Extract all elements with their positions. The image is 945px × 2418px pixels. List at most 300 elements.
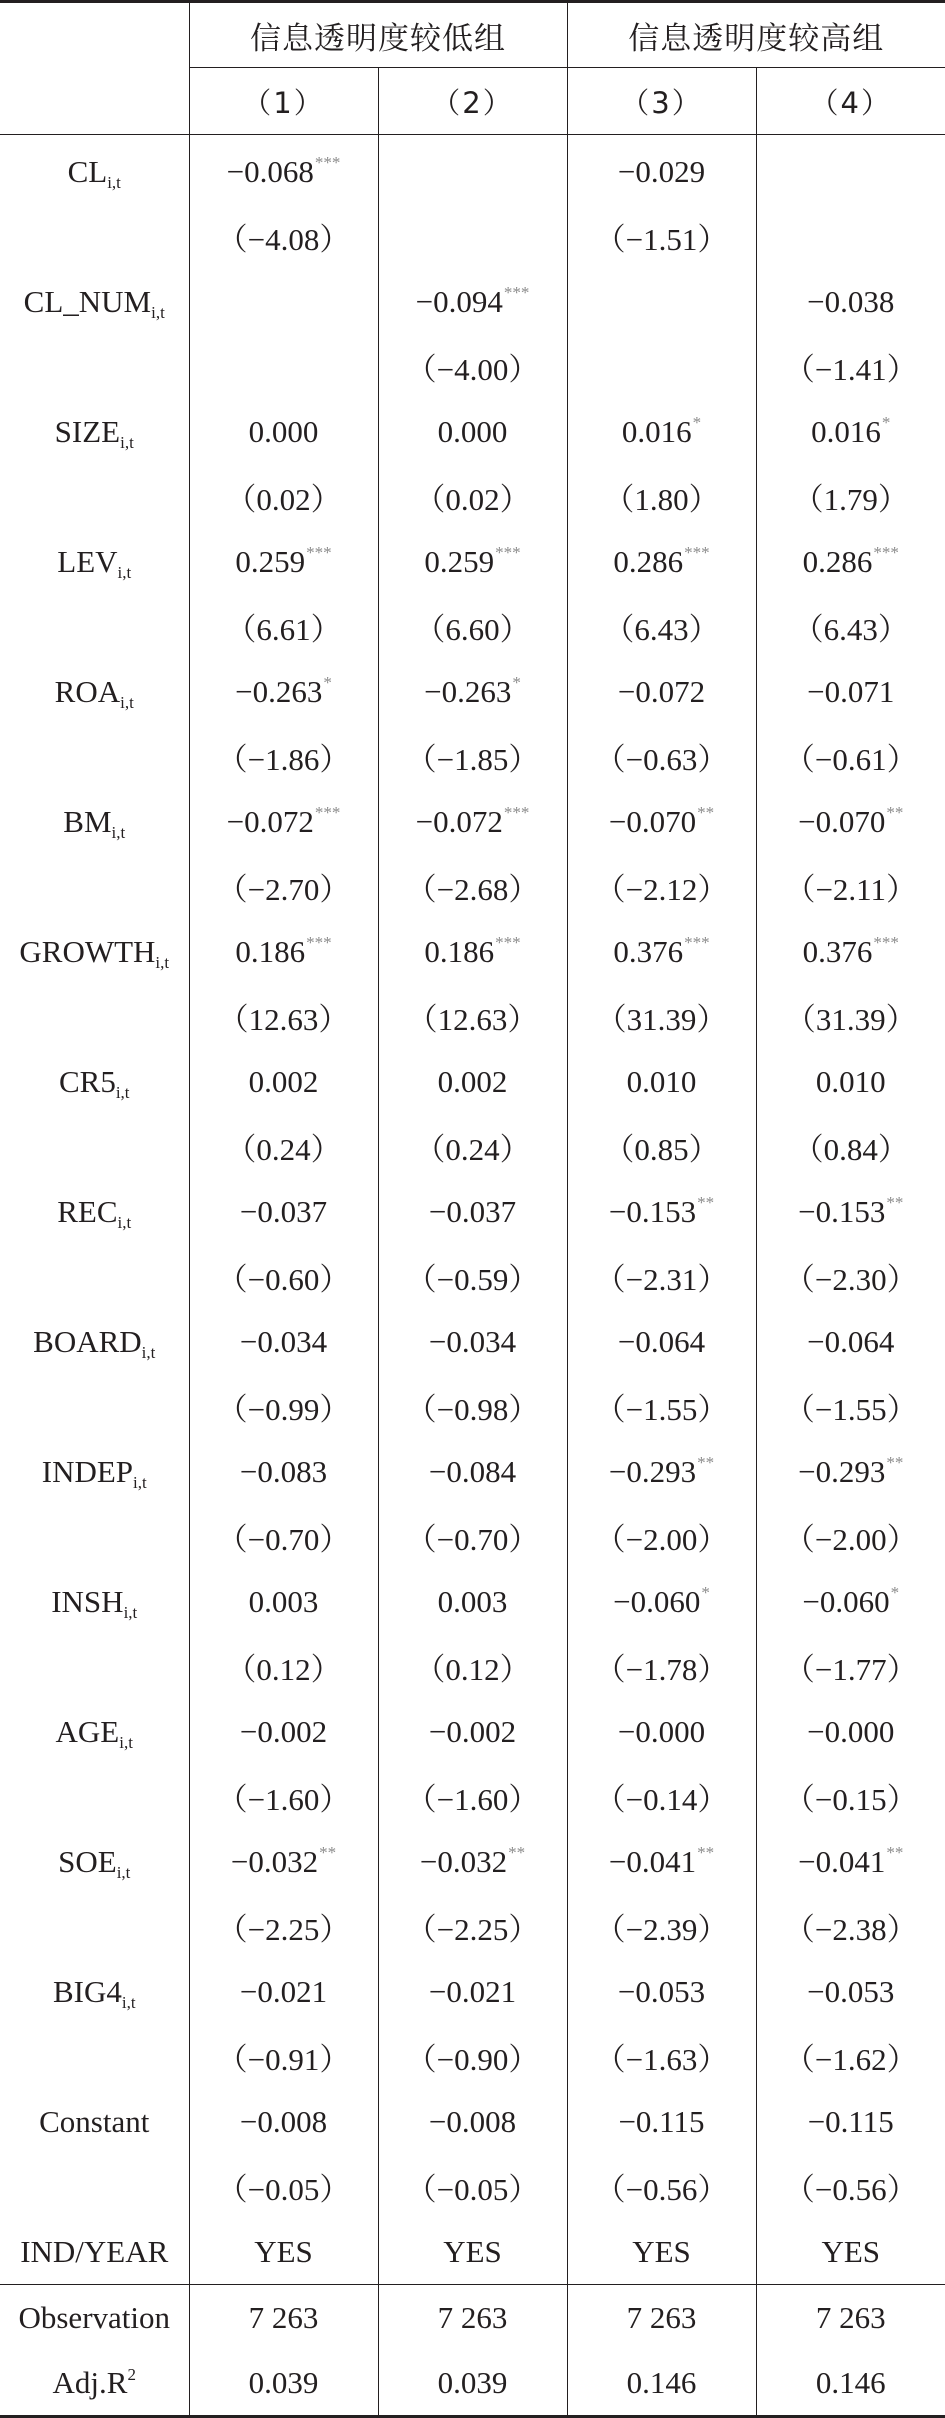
t-statistic-value: （6.43） bbox=[792, 612, 909, 647]
variable-name bbox=[0, 399, 189, 464]
t-statistic-cell bbox=[567, 984, 756, 1049]
coefficient-cell bbox=[756, 1699, 945, 1764]
variable-name bbox=[0, 919, 189, 984]
t-statistic-cell bbox=[378, 984, 567, 1049]
coefficient-cell bbox=[567, 1179, 756, 1244]
table-header bbox=[0, 2, 945, 135]
t-statistic-value: （−1.63） bbox=[594, 2042, 729, 2077]
t-statistic-value: （−2.30） bbox=[783, 1262, 918, 1297]
t-statistic-cell bbox=[189, 984, 378, 1049]
table-row bbox=[0, 269, 945, 334]
coefficient-cell bbox=[378, 659, 567, 724]
table-row bbox=[0, 135, 945, 205]
table-row-tstat bbox=[0, 724, 945, 789]
empty-cell bbox=[0, 2154, 189, 2219]
coefficient-cell bbox=[378, 789, 567, 854]
significance-stars: *** bbox=[503, 282, 530, 302]
coefficient-cell bbox=[378, 919, 567, 984]
variable-subscript: i,t bbox=[120, 432, 134, 452]
t-statistic-value: （0.24） bbox=[414, 1132, 531, 1167]
t-statistic-cell bbox=[378, 2024, 567, 2089]
coefficient-value: −0.263 bbox=[235, 673, 323, 709]
table-row bbox=[0, 1959, 945, 2024]
table-row bbox=[0, 2089, 945, 2154]
column-header-2: （2） bbox=[378, 68, 567, 135]
t-statistic-value: （−1.60） bbox=[216, 1782, 351, 1817]
coefficient-value: −0.153 bbox=[608, 1193, 697, 1229]
coefficient-cell bbox=[567, 399, 756, 464]
t-statistic-value: （−0.15） bbox=[783, 1782, 918, 1817]
coefficient-value: −0.034 bbox=[428, 1323, 517, 1359]
footer-value: 7 263 bbox=[567, 2285, 756, 2351]
table-row-tstat bbox=[0, 594, 945, 659]
t-statistic-value: （−0.60） bbox=[216, 1262, 351, 1297]
t-statistic-cell bbox=[378, 1374, 567, 1439]
variable-label: LEV bbox=[57, 543, 118, 579]
table-row-tstat bbox=[0, 1634, 945, 1699]
t-statistic-value: （−0.70） bbox=[216, 1522, 351, 1557]
t-statistic-value: （0.84） bbox=[792, 1132, 909, 1167]
coefficient-cell bbox=[756, 1829, 945, 1894]
empty-cell bbox=[0, 1894, 189, 1959]
significance-stars: * bbox=[701, 1582, 710, 1602]
variable-label: CL_NUM bbox=[23, 283, 152, 319]
coefficient-value: −0.037 bbox=[239, 1193, 328, 1229]
coefficient-cell bbox=[567, 135, 756, 205]
significance-stars: * bbox=[512, 672, 521, 692]
variable-subscript: i,t bbox=[151, 302, 165, 322]
footer-value: 7 263 bbox=[189, 2285, 378, 2351]
t-statistic-value: （0.02） bbox=[414, 482, 531, 517]
t-statistic-value: （−0.61） bbox=[783, 742, 918, 777]
variable-label: BOARD bbox=[33, 1323, 142, 1359]
coefficient-value: 0.000 bbox=[437, 413, 508, 449]
coefficient-value: −0.000 bbox=[807, 1713, 895, 1749]
footer-label bbox=[0, 2219, 189, 2285]
footer-value: 0.039 bbox=[378, 2350, 567, 2417]
coefficient-value: −0.293 bbox=[798, 1453, 886, 1489]
footer-row-adjr2 bbox=[0, 2350, 945, 2417]
coefficient-cell bbox=[378, 2089, 567, 2154]
coefficient-value: −0.002 bbox=[239, 1713, 328, 1749]
significance-stars: ** bbox=[697, 1452, 715, 1472]
coefficient-value: −0.083 bbox=[239, 1453, 328, 1489]
t-statistic-cell bbox=[378, 1764, 567, 1829]
coefficient-value: −0.041 bbox=[608, 1843, 697, 1879]
t-statistic-cell bbox=[756, 854, 945, 919]
coefficient-value: 0.010 bbox=[815, 1063, 886, 1099]
variable-name bbox=[0, 2089, 189, 2154]
t-statistic-cell bbox=[756, 594, 945, 659]
footer-label-text: Adj.R bbox=[52, 2364, 128, 2400]
coefficient-value: −0.021 bbox=[428, 1973, 517, 2009]
t-statistic-cell bbox=[378, 334, 567, 399]
t-statistic-value: （−2.68） bbox=[405, 872, 540, 907]
coefficient-value: 0.010 bbox=[626, 1063, 697, 1099]
coefficient-cell bbox=[378, 529, 567, 594]
t-statistic-cell bbox=[189, 1374, 378, 1439]
t-statistic-cell bbox=[189, 1244, 378, 1309]
coefficient-value: −0.041 bbox=[798, 1843, 886, 1879]
coefficient-cell bbox=[756, 1439, 945, 1504]
t-statistic-value: （−2.25） bbox=[216, 1912, 351, 1947]
table-row-tstat bbox=[0, 464, 945, 529]
table-row-tstat bbox=[0, 1374, 945, 1439]
column-header-3: （3） bbox=[567, 68, 756, 135]
t-statistic-value: （−0.63） bbox=[594, 742, 729, 777]
t-statistic-cell bbox=[567, 2154, 756, 2219]
variable-name bbox=[0, 529, 189, 594]
t-statistic-cell bbox=[189, 1114, 378, 1179]
significance-stars: *** bbox=[873, 542, 899, 562]
empty-cell bbox=[0, 594, 189, 659]
t-statistic-cell bbox=[189, 1764, 378, 1829]
t-statistic-cell bbox=[567, 204, 756, 269]
coefficient-value: −0.072 bbox=[617, 673, 706, 709]
significance-stars: * bbox=[881, 412, 891, 432]
coefficient-value: −0.029 bbox=[617, 153, 706, 189]
t-statistic-cell bbox=[567, 1374, 756, 1439]
significance-stars: ** bbox=[886, 802, 904, 822]
t-statistic-cell bbox=[189, 1504, 378, 1569]
variable-name bbox=[0, 269, 189, 334]
t-statistic-cell bbox=[189, 2154, 378, 2219]
t-statistic-value: （−0.99） bbox=[216, 1392, 351, 1427]
coefficient-value: −0.115 bbox=[618, 2103, 705, 2139]
group-header-high-transparency: 信息透明度较高组 bbox=[567, 2, 945, 68]
t-statistic-value: （−0.56） bbox=[783, 2172, 918, 2207]
coefficient-cell bbox=[378, 1569, 567, 1634]
coefficient-cell bbox=[756, 269, 945, 334]
t-statistic-value: （−2.70） bbox=[216, 872, 351, 907]
coefficient-value: −0.070 bbox=[798, 803, 886, 839]
variable-name bbox=[0, 1179, 189, 1244]
coefficient-value: 0.286 bbox=[802, 543, 873, 579]
coefficient-cell bbox=[756, 1569, 945, 1634]
t-statistic-cell bbox=[756, 984, 945, 1049]
table-row bbox=[0, 1309, 945, 1374]
coefficient-value: −0.053 bbox=[617, 1973, 706, 2009]
footer-value: YES bbox=[189, 2219, 378, 2285]
variable-name bbox=[0, 1049, 189, 1114]
coefficient-value: −0.293 bbox=[608, 1453, 697, 1489]
table-row-tstat bbox=[0, 1504, 945, 1569]
coefficient-cell bbox=[567, 1309, 756, 1374]
t-statistic-value: （−4.08） bbox=[216, 222, 351, 257]
coefficient-value: −0.153 bbox=[798, 1193, 886, 1229]
t-statistic-cell bbox=[189, 854, 378, 919]
coefficient-cell bbox=[189, 529, 378, 594]
variable-label: INSH bbox=[51, 1583, 124, 1619]
t-statistic-value: （−1.86） bbox=[216, 742, 351, 777]
table-row-tstat bbox=[0, 1244, 945, 1309]
variable-subscript: i,t bbox=[115, 1082, 130, 1102]
coefficient-cell bbox=[567, 1829, 756, 1894]
coefficient-cell bbox=[378, 1439, 567, 1504]
coefficient-value: −0.008 bbox=[239, 2103, 328, 2139]
significance-stars: ** bbox=[886, 1452, 904, 1472]
variable-label: AGE bbox=[55, 1713, 120, 1749]
coefficient-cell bbox=[756, 529, 945, 594]
variable-name bbox=[0, 1959, 189, 2024]
t-statistic-value: （−2.31） bbox=[594, 1262, 729, 1297]
empty-cell bbox=[0, 1504, 189, 1569]
variable-label: CR5 bbox=[58, 1063, 116, 1099]
variable-label: ROA bbox=[54, 673, 121, 709]
t-statistic-cell bbox=[756, 2154, 945, 2219]
significance-stars: * bbox=[323, 672, 332, 692]
t-statistic-value: （−2.38） bbox=[783, 1912, 918, 1947]
table-row-tstat bbox=[0, 334, 945, 399]
table-row bbox=[0, 919, 945, 984]
empty-cell bbox=[0, 1764, 189, 1829]
footer-value: YES bbox=[821, 2233, 881, 2269]
table-row bbox=[0, 1439, 945, 1504]
coefficient-cell bbox=[567, 919, 756, 984]
column-header-1: （1） bbox=[189, 68, 378, 135]
t-statistic-value: （−0.56） bbox=[594, 2172, 729, 2207]
t-statistic-value: （−2.25） bbox=[405, 1912, 540, 1947]
coefficient-value: 0.003 bbox=[437, 1583, 508, 1619]
coefficient-value: 0.000 bbox=[248, 413, 319, 449]
t-statistic-value: （−1.77） bbox=[783, 1652, 918, 1687]
t-statistic-cell bbox=[756, 724, 945, 789]
coefficient-value: −0.021 bbox=[239, 1973, 328, 2009]
significance-stars: ** bbox=[697, 1842, 715, 1862]
t-statistic-value: （31.39） bbox=[595, 1002, 728, 1037]
coefficient-cell bbox=[567, 789, 756, 854]
coefficient-value: −0.064 bbox=[617, 1323, 706, 1359]
t-statistic-value: （6.43） bbox=[603, 612, 720, 647]
variable-label: Constant bbox=[39, 2103, 150, 2139]
variable-label: BIG4 bbox=[52, 1973, 122, 2009]
t-statistic-cell bbox=[189, 204, 378, 269]
t-statistic-value: （−1.60） bbox=[405, 1782, 540, 1817]
coefficient-value: 0.016 bbox=[621, 413, 692, 449]
variable-label: SOE bbox=[58, 1843, 117, 1879]
coefficient-cell bbox=[567, 1699, 756, 1764]
t-statistic-cell bbox=[756, 1634, 945, 1699]
coefficient-cell bbox=[189, 1049, 378, 1114]
t-statistic-cell bbox=[756, 204, 945, 269]
table-row-tstat bbox=[0, 854, 945, 919]
coefficient-cell bbox=[189, 1699, 378, 1764]
t-statistic-cell bbox=[378, 724, 567, 789]
significance-stars: *** bbox=[495, 542, 521, 562]
t-statistic-value: （−0.91） bbox=[216, 2042, 351, 2077]
coefficient-cell bbox=[378, 1829, 567, 1894]
t-statistic-cell bbox=[378, 1634, 567, 1699]
t-statistic-cell bbox=[189, 724, 378, 789]
table-row bbox=[0, 1829, 945, 1894]
coefficient-value: 0.002 bbox=[248, 1063, 319, 1099]
table-row bbox=[0, 659, 945, 724]
coefficient-value: 0.259 bbox=[424, 543, 495, 579]
variable-subscript: i,t bbox=[116, 1862, 131, 1882]
t-statistic-cell bbox=[189, 464, 378, 529]
coefficient-cell bbox=[756, 1049, 945, 1114]
table-row-tstat bbox=[0, 204, 945, 269]
t-statistic-cell bbox=[756, 1504, 945, 1569]
coefficient-cell bbox=[189, 659, 378, 724]
coefficient-value: 0.376 bbox=[802, 933, 873, 969]
t-statistic-cell bbox=[567, 464, 756, 529]
empty-cell bbox=[0, 334, 189, 399]
variable-subscript: i,t bbox=[117, 562, 132, 582]
t-statistic-value: （0.24） bbox=[225, 1132, 342, 1167]
variable-name bbox=[0, 659, 189, 724]
table-row bbox=[0, 1049, 945, 1114]
coefficient-value: −0.071 bbox=[807, 673, 895, 709]
t-statistic-cell bbox=[378, 204, 567, 269]
significance-stars: ** bbox=[697, 1192, 715, 1212]
table-row bbox=[0, 529, 945, 594]
coefficient-value: −0.000 bbox=[617, 1713, 706, 1749]
coefficient-cell bbox=[189, 1439, 378, 1504]
empty-cell bbox=[0, 984, 189, 1049]
t-statistic-cell bbox=[189, 594, 378, 659]
footer-value: 7 263 bbox=[756, 2285, 945, 2351]
coefficient-cell bbox=[189, 269, 378, 334]
coefficient-value: 0.002 bbox=[437, 1063, 508, 1099]
t-statistic-cell bbox=[756, 1894, 945, 1959]
footer-label-text: Observation bbox=[18, 2299, 171, 2335]
empty-cell bbox=[0, 1114, 189, 1179]
footer-label-text: IND/YEAR bbox=[20, 2233, 169, 2269]
t-statistic-value: （−0.98） bbox=[405, 1392, 540, 1427]
coefficient-value: −0.072 bbox=[415, 803, 503, 839]
coefficient-value: −0.060 bbox=[802, 1583, 890, 1619]
coefficient-value: 0.376 bbox=[613, 933, 684, 969]
significance-stars: ** bbox=[886, 1842, 904, 1862]
t-statistic-value: （−2.12） bbox=[594, 872, 729, 907]
coefficient-cell bbox=[189, 1309, 378, 1374]
significance-stars: *** bbox=[314, 802, 341, 822]
significance-stars: *** bbox=[684, 932, 710, 952]
t-statistic-cell bbox=[189, 2024, 378, 2089]
t-statistic-cell bbox=[567, 1244, 756, 1309]
t-statistic-value: （−0.05） bbox=[216, 2172, 351, 2207]
coefficient-cell bbox=[189, 919, 378, 984]
variable-subscript: i,t bbox=[133, 1472, 147, 1492]
table-row-tstat bbox=[0, 2024, 945, 2089]
t-statistic-value: （0.12） bbox=[414, 1652, 531, 1687]
header-corner-cell bbox=[0, 2, 189, 68]
coefficient-cell bbox=[567, 269, 756, 334]
coefficient-value: −0.094 bbox=[415, 283, 503, 319]
t-statistic-value: （−0.05） bbox=[405, 2172, 540, 2207]
coefficient-value: −0.084 bbox=[428, 1453, 517, 1489]
t-statistic-cell bbox=[189, 334, 378, 399]
coefficient-cell bbox=[567, 1049, 756, 1114]
t-statistic-cell bbox=[567, 2024, 756, 2089]
coefficient-cell bbox=[189, 399, 378, 464]
coefficient-cell bbox=[567, 529, 756, 594]
variable-label: CL bbox=[67, 153, 108, 189]
empty-cell bbox=[0, 854, 189, 919]
t-statistic-value: （−2.00） bbox=[594, 1522, 729, 1557]
t-statistic-cell bbox=[567, 724, 756, 789]
t-statistic-value: （−2.00） bbox=[783, 1522, 918, 1557]
coefficient-cell bbox=[189, 2089, 378, 2154]
coefficient-value: −0.038 bbox=[807, 283, 895, 319]
t-statistic-value: （31.39） bbox=[784, 1002, 917, 1037]
coefficient-value: −0.037 bbox=[428, 1193, 517, 1229]
empty-cell bbox=[0, 1374, 189, 1439]
coefficient-cell bbox=[378, 1179, 567, 1244]
footer-value: 0.146 bbox=[567, 2350, 756, 2417]
t-statistic-cell bbox=[756, 2024, 945, 2089]
footer-value: 7 263 bbox=[378, 2285, 567, 2351]
footer-value: YES bbox=[567, 2219, 756, 2285]
variable-subscript: i,t bbox=[141, 1342, 156, 1362]
t-statistic-value: （−1.78） bbox=[594, 1652, 729, 1687]
coefficient-cell bbox=[756, 1179, 945, 1244]
t-statistic-value: （−0.90） bbox=[405, 2042, 540, 2077]
t-statistic-value: （6.61） bbox=[225, 612, 342, 647]
t-statistic-value: （−0.59） bbox=[405, 1262, 540, 1297]
coefficient-cell bbox=[378, 1049, 567, 1114]
coefficient-value: −0.068 bbox=[226, 153, 314, 189]
coefficient-value: −0.072 bbox=[226, 803, 314, 839]
coefficient-value: −0.008 bbox=[428, 2103, 517, 2139]
coefficient-cell bbox=[756, 919, 945, 984]
significance-stars: *** bbox=[495, 932, 521, 952]
empty-cell bbox=[0, 1244, 189, 1309]
t-statistic-cell bbox=[378, 1114, 567, 1179]
variable-subscript: i,t bbox=[111, 822, 126, 842]
empty-cell bbox=[0, 2024, 189, 2089]
variable-label: INDEP bbox=[41, 1453, 134, 1489]
coefficient-cell bbox=[189, 1569, 378, 1634]
coefficient-cell bbox=[378, 269, 567, 334]
t-statistic-value: （−1.85） bbox=[405, 742, 540, 777]
coefficient-value: −0.034 bbox=[239, 1323, 328, 1359]
coefficient-value: 0.016 bbox=[811, 413, 881, 449]
coefficient-cell bbox=[756, 789, 945, 854]
t-statistic-cell bbox=[567, 1894, 756, 1959]
coefficient-cell bbox=[378, 135, 567, 205]
coefficient-cell bbox=[756, 659, 945, 724]
coefficient-cell bbox=[567, 1959, 756, 2024]
t-statistic-cell bbox=[189, 1894, 378, 1959]
significance-stars: *** bbox=[306, 542, 332, 562]
variable-subscript: i,t bbox=[117, 1212, 132, 1232]
significance-stars: ** bbox=[319, 1842, 337, 1862]
t-statistic-value: （1.80） bbox=[603, 482, 720, 517]
t-statistic-cell bbox=[756, 1764, 945, 1829]
t-statistic-value: （−1.55） bbox=[783, 1392, 918, 1427]
coefficient-cell bbox=[189, 789, 378, 854]
coefficient-value: −0.032 bbox=[230, 1843, 319, 1879]
coefficient-cell bbox=[567, 1439, 756, 1504]
coefficient-value: −0.060 bbox=[613, 1583, 701, 1619]
coefficient-value: −0.002 bbox=[428, 1713, 517, 1749]
coefficient-cell bbox=[378, 1699, 567, 1764]
coefficient-cell bbox=[378, 1959, 567, 2024]
variable-label: BM bbox=[63, 803, 112, 839]
t-statistic-value: （−1.51） bbox=[594, 222, 729, 257]
footer-value: YES bbox=[378, 2219, 567, 2285]
variable-subscript: i,t bbox=[107, 172, 121, 192]
coefficient-cell bbox=[756, 2089, 945, 2154]
coefficient-value: 0.186 bbox=[235, 933, 306, 969]
footer-row-observation bbox=[0, 2285, 945, 2351]
significance-stars: ** bbox=[508, 1842, 526, 1862]
coefficient-cell bbox=[756, 135, 945, 205]
variable-name bbox=[0, 135, 189, 205]
t-statistic-cell bbox=[567, 1504, 756, 1569]
